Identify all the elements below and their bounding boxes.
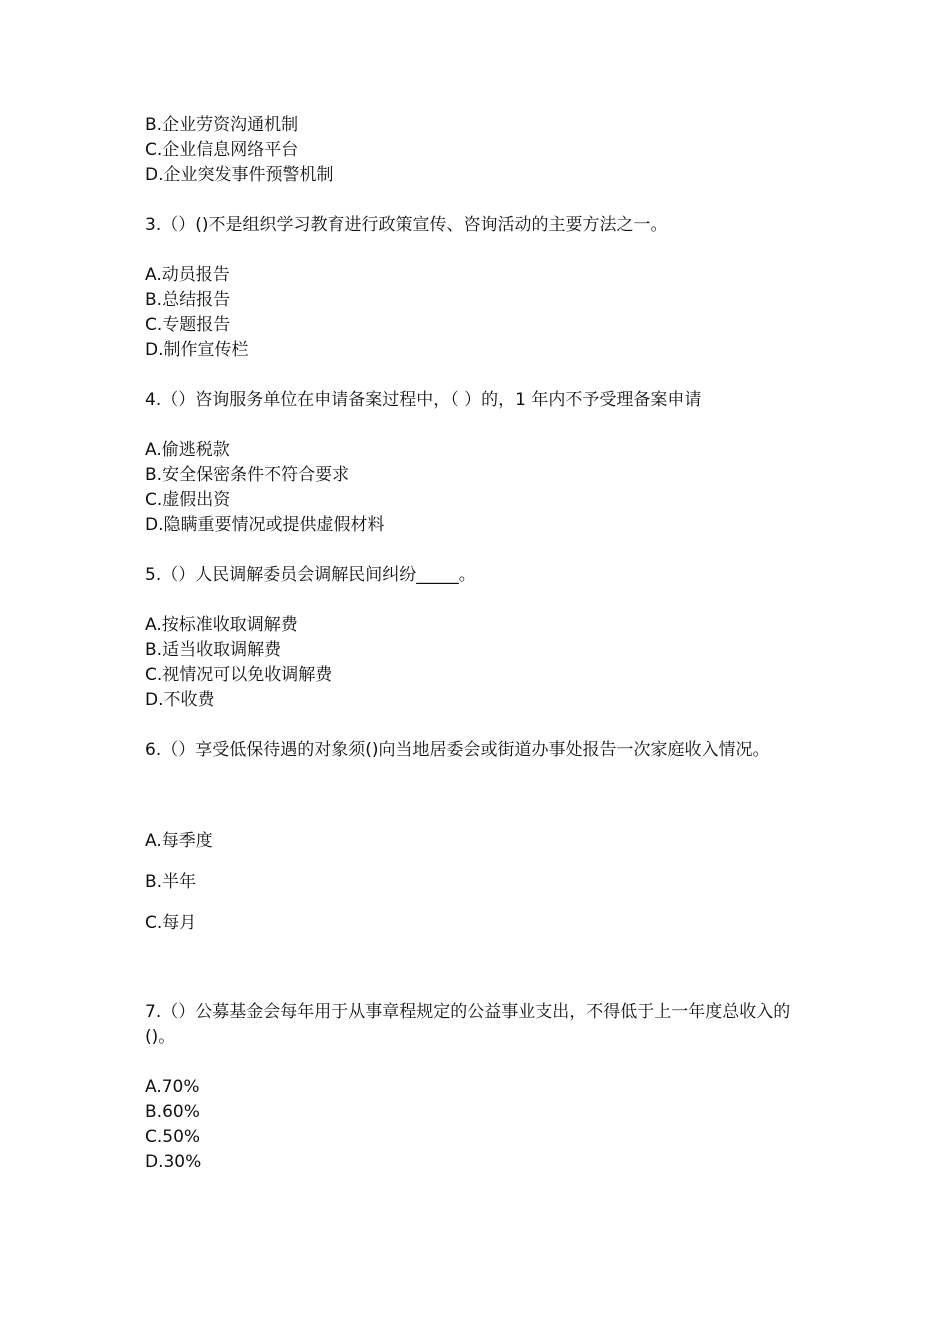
option-d: D.企业突发事件预警机制 xyxy=(145,165,334,185)
q7-option-a: A.70% xyxy=(145,1077,200,1097)
q3-option-a: A.动员报告 xyxy=(145,265,230,285)
q3-option-b: B.总结报告 xyxy=(145,290,231,310)
q4-option-c: C.虚假出资 xyxy=(145,490,231,510)
q5-option-b: B.适当收取调解费 xyxy=(145,640,282,660)
q4-option-d: D.隐瞒重要情况或提供虚假材料 xyxy=(145,515,385,535)
q7-option-b: B.60% xyxy=(145,1102,200,1122)
option-b: B.企业劳资沟通机制 xyxy=(145,115,299,135)
q5-option-a: A.按标准收取调解费 xyxy=(145,615,298,635)
q5-option-d: D.不收费 xyxy=(145,690,215,710)
q6-option-b: B.半年 xyxy=(145,872,197,892)
q4-option-b: B.安全保密条件不符合要求 xyxy=(145,465,350,485)
option-c: C.企业信息网络平台 xyxy=(145,140,299,160)
question-5: 5.（）人民调解委员会调解民间纠纷_____。 xyxy=(145,565,476,585)
question-4: 4.（）咨询服务单位在申请备案过程中，（ ）的，1 年内不予受理备案申请 xyxy=(145,390,702,410)
q6-option-a: A.每季度 xyxy=(145,831,213,851)
q7-option-c: C.50% xyxy=(145,1127,201,1147)
question-3: 3.（）()不是组织学习教育进行政策宣传、咨询活动的主要方法之一。 xyxy=(145,215,668,235)
q5-option-c: C.视情况可以免收调解费 xyxy=(145,665,333,685)
q6-option-c: C.每月 xyxy=(145,913,197,933)
q4-option-a: A.偷逃税款 xyxy=(145,440,230,460)
question-7: 7.（）公募基金会每年用于从事章程规定的公益事业支出，不得低于上一年度总收入的()。 xyxy=(145,1002,791,1047)
q3-option-d: D.制作宣传栏 xyxy=(145,340,249,360)
document-content xyxy=(145,113,815,1175)
q7-option-d: D.30% xyxy=(145,1152,202,1172)
question-6: 6.（）享受低保待遇的对象须()向当地居委会或街道办事处报告一次家庭收入情况。 xyxy=(145,740,770,760)
q3-option-c: C.专题报告 xyxy=(145,315,231,335)
